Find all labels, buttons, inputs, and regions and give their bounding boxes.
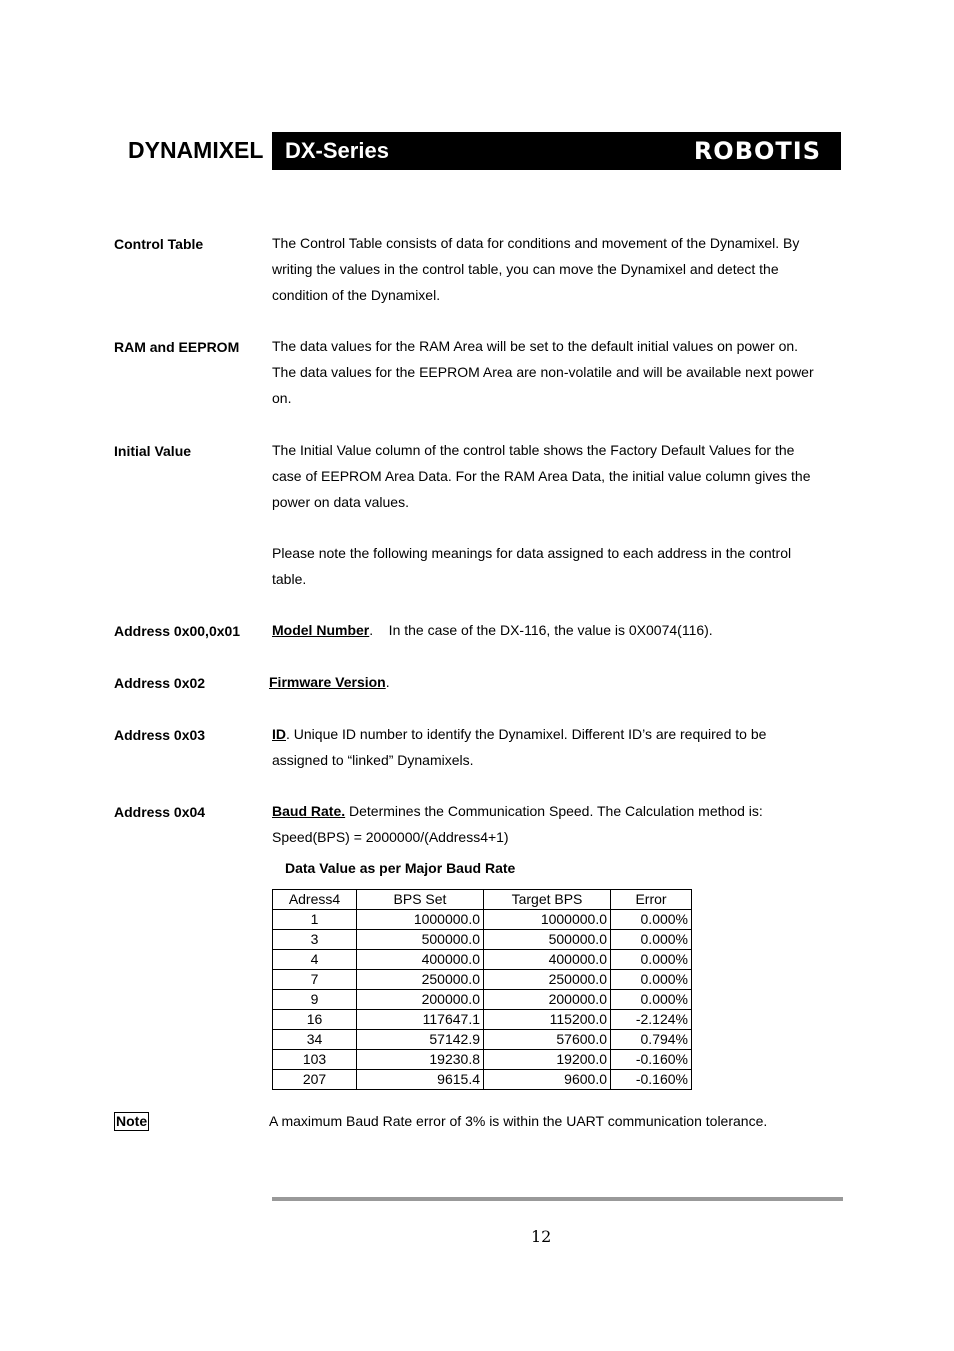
table-cell: 400000.0	[357, 950, 484, 970]
section-label-addr-04: Address 0x04	[114, 804, 206, 820]
term-firmware-version: Firmware Version	[269, 674, 386, 690]
text-line: case of EEPROM Area Data. For the RAM Area Data, the initial value column gives the	[272, 468, 811, 484]
table-row	[273, 1010, 692, 1030]
table-cell: 4	[273, 950, 357, 970]
table-cell: 207	[273, 1070, 357, 1090]
table-cell: 0.000%	[611, 970, 692, 990]
table-row	[273, 950, 692, 970]
table-cell: 0.000%	[611, 990, 692, 1010]
table-cell: 0.000%	[611, 950, 692, 970]
term-model-number: Model Number	[272, 622, 370, 638]
text-line: on.	[272, 390, 292, 406]
table-row	[273, 990, 692, 1010]
section-label-ram-eeprom: RAM and EEPROM	[114, 339, 240, 355]
table-cell: 9	[273, 990, 357, 1010]
table-body	[273, 910, 692, 1090]
table-cell: 0.000%	[611, 930, 692, 950]
section-label-control-table: Control Table	[114, 236, 204, 252]
table-cell: 1000000.0	[484, 910, 611, 930]
table-cell: 34	[273, 1030, 357, 1050]
term-id: ID	[272, 726, 286, 742]
table-cell: 117647.1	[357, 1010, 484, 1030]
table-cell: 0.000%	[611, 910, 692, 930]
text-line: The Initial Value column of the control table shows the Factory Default Values for the	[272, 442, 795, 458]
table-cell: 57142.9	[357, 1030, 484, 1050]
control-table-text	[272, 230, 837, 308]
column-header: Error	[611, 890, 692, 910]
table-row	[273, 910, 692, 930]
table-cell: 400000.0	[484, 950, 611, 970]
table-row	[273, 1050, 692, 1070]
table-cell: 19230.8	[357, 1050, 484, 1070]
text-line: The Control Table consists of data for conditions and movement of the Dynamixel. By	[272, 235, 800, 251]
footer-divider	[272, 1197, 843, 1201]
initial-value-text	[272, 437, 837, 515]
table-cell: 250000.0	[357, 970, 484, 990]
page-number: 12	[531, 1227, 552, 1246]
table-cell: 1000000.0	[357, 910, 484, 930]
term-description: . Unique ID number to identify the Dynamixel. Different ID’s are required to be	[286, 726, 767, 742]
text-line: writing the values in the control table, you can move the Dynamixel and detect the	[272, 261, 779, 277]
ram-eeprom-text	[272, 333, 837, 411]
table-row	[273, 1070, 692, 1090]
table-cell: 200000.0	[484, 990, 611, 1010]
text-line: table.	[272, 571, 307, 587]
table-row	[273, 930, 692, 950]
term-baud-rate: Baud Rate.	[272, 803, 346, 819]
header-banner	[272, 132, 841, 170]
formula-line: Speed(BPS) = 2000000/(Address4+1)	[272, 829, 509, 845]
robotis-logo	[694, 136, 821, 166]
text-line: The data values for the RAM Area will be set to the default initial values on power on.	[272, 338, 799, 354]
note-label: Note	[116, 1113, 148, 1129]
table-row	[273, 970, 692, 990]
table-row	[273, 1030, 692, 1050]
section-label-addr-03: Address 0x03	[114, 727, 206, 743]
column-header: Target BPS	[484, 890, 611, 910]
table-cell: -0.160%	[611, 1050, 692, 1070]
table-cell: 103	[273, 1050, 357, 1070]
addr-03-text	[272, 721, 837, 773]
table-cell: 0.794%	[611, 1030, 692, 1050]
table-header-row	[273, 890, 692, 910]
table-caption: Data Value as per Major Baud Rate	[285, 860, 516, 876]
initial-value-note	[272, 540, 837, 592]
series-title: DX-Series	[285, 138, 389, 163]
addr-02-text	[269, 669, 834, 695]
text-line: Please note the following meanings for data assigned to each address in the control	[272, 545, 792, 561]
table-cell: 19200.0	[484, 1050, 611, 1070]
logo-text: ROBOTIS	[693, 137, 821, 165]
term-description: .	[385, 674, 390, 690]
table-cell: 3	[273, 930, 357, 950]
term-description: . In the case of the DX-116, the value is 0X0074(116).	[369, 622, 713, 638]
text-line: The data values for the EEPROM Area are non-volatile and will be available next power	[272, 364, 814, 380]
section-label-addr-02: Address 0x02	[114, 675, 206, 691]
baud-rate-table	[272, 889, 692, 1090]
column-header: Adress4	[273, 890, 357, 910]
section-label-addr-00-01: Address 0x00,0x01	[114, 623, 241, 639]
table-cell: 250000.0	[484, 970, 611, 990]
table-cell: 9600.0	[484, 1070, 611, 1090]
table-cell: 16	[273, 1010, 357, 1030]
table-cell: -2.124%	[611, 1010, 692, 1030]
table-cell: -0.160%	[611, 1070, 692, 1090]
brand-title: DYNAMIXEL	[128, 137, 264, 163]
table-cell: 57600.0	[484, 1030, 611, 1050]
table-cell: 7	[273, 970, 357, 990]
text-line: condition of the Dynamixel.	[272, 287, 441, 303]
table-cell: 1	[273, 910, 357, 930]
table-cell: 500000.0	[484, 930, 611, 950]
note-text: A maximum Baud Rate error of 3% is within the UART communication tolerance.	[269, 1113, 768, 1129]
text-line: power on data values.	[272, 494, 409, 510]
term-description: Determines the Communication Speed. The Calculation method is:	[345, 803, 763, 819]
addr-00-01-text	[272, 617, 837, 643]
section-label-initial-value: Initial Value	[114, 443, 192, 459]
addr-04-text	[272, 798, 837, 850]
table-cell: 500000.0	[357, 930, 484, 950]
table-cell: 200000.0	[357, 990, 484, 1010]
text-line: assigned to “linked” Dynamixels.	[272, 752, 474, 768]
column-header: BPS Set	[357, 890, 484, 910]
table-cell: 115200.0	[484, 1010, 611, 1030]
table-cell: 9615.4	[357, 1070, 484, 1090]
